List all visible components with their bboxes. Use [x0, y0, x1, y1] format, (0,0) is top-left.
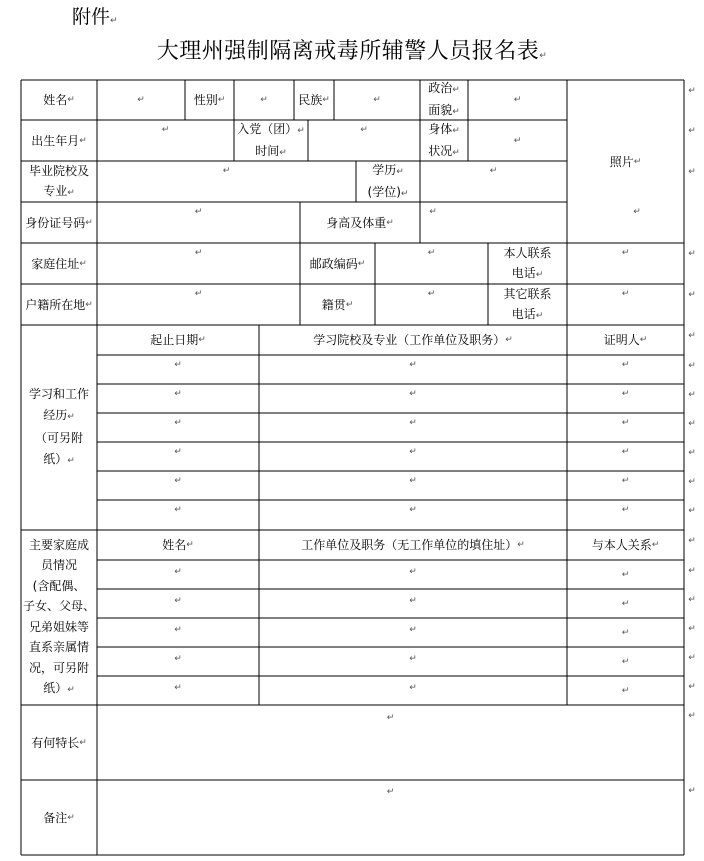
family-row-4-employer[interactable]: ↵ [409, 654, 417, 664]
label-education: 学历↵ (学位)↵ [367, 162, 409, 199]
row-end-mark-8: ↵ [688, 361, 696, 371]
label-health: 身体↵ 状况↵ [428, 121, 460, 158]
input-party-time[interactable]: ↵ [360, 125, 368, 135]
history-row-4-dates[interactable]: ↵ [174, 447, 182, 457]
label-contact-phone: 本人联系 电话↵ [503, 245, 552, 280]
row-end-mark-10: ↵ [688, 419, 696, 429]
label-other-contact: 其它联系 电话↵ [503, 286, 552, 321]
family-row-1-name[interactable]: ↵ [174, 567, 182, 577]
history-row-4-institution[interactable]: ↵ [409, 447, 417, 457]
history-row-1-institution[interactable]: ↵ [409, 360, 417, 370]
label-ethnicity: 民族 ↵ [298, 93, 330, 107]
row-end-mark-15: ↵ [688, 566, 696, 576]
family-row-2-employer[interactable]: ↵ [409, 596, 417, 606]
history-row-6-dates[interactable]: ↵ [174, 505, 182, 515]
history-header-institution: 学习院校及专业（工作单位及职务） ↵ [313, 333, 513, 347]
row-end-mark-5: ↵ [688, 249, 696, 259]
family-row-4-name[interactable]: ↵ [174, 654, 182, 664]
history-header-witness: 证明人 ↵ [603, 333, 648, 347]
family-row-3-employer[interactable]: ↵ [409, 625, 417, 635]
history-row-2-institution[interactable]: ↵ [409, 389, 417, 399]
history-row-1-dates[interactable]: ↵ [174, 360, 182, 370]
input-id-number[interactable]: ↵ [194, 207, 203, 217]
attachment-label: 附件↵ [72, 6, 118, 28]
history-row-3-institution[interactable]: ↵ [409, 418, 417, 428]
input-hukou[interactable]: ↵ [194, 289, 203, 299]
row-end-mark-2: ↵ [688, 126, 696, 136]
family-row-5-name[interactable]: ↵ [174, 683, 182, 693]
row-end-mark-7: ↵ [688, 331, 696, 341]
history-row-5-institution[interactable]: ↵ [409, 476, 417, 486]
family-row-5-relation[interactable]: ↵ [621, 685, 630, 696]
input-specialty[interactable]: ↵ [386, 713, 395, 723]
row-end-mark-12: ↵ [688, 477, 696, 487]
family-row-3-relation[interactable]: ↵ [621, 627, 630, 638]
row-end-mark-16: ↵ [688, 595, 696, 605]
input-postal-code[interactable]: ↵ [427, 248, 436, 258]
history-row-6-witness[interactable]: ↵ [621, 505, 630, 515]
history-row-5-witness[interactable]: ↵ [621, 476, 630, 486]
history-row-3-dates[interactable]: ↵ [174, 418, 182, 428]
label-name: 姓名 ↵ [43, 93, 75, 107]
row-end-mark-9: ↵ [688, 390, 696, 400]
row-end-mark-17: ↵ [688, 624, 696, 634]
family-row-5-employer[interactable]: ↵ [409, 683, 417, 693]
family-header-employer: 工作单位及职务（无工作单位的填住址） ↵ [301, 538, 525, 552]
history-row-1-witness[interactable]: ↵ [621, 360, 630, 370]
label-hukou: 户籍所在地 ↵ [25, 297, 93, 312]
row-end-mark-6: ↵ [688, 290, 696, 300]
label-gender: 性别 ↵ [193, 93, 226, 107]
input-other-contact[interactable]: ↵ [621, 289, 630, 299]
family-row-2-relation[interactable]: ↵ [621, 598, 630, 609]
label-id-number: 身份证号码 ↵ [25, 215, 93, 230]
input-birth[interactable]: ↵ [161, 125, 170, 135]
input-health[interactable]: ↵ [513, 135, 522, 146]
history-row-4-witness[interactable]: ↵ [621, 447, 630, 457]
label-birth: 出生年月 ↵ [31, 133, 87, 148]
history-row-5-dates[interactable]: ↵ [174, 476, 182, 486]
family-header-relation: 与本人关系 ↵ [591, 538, 660, 552]
row-end-mark-20: ↵ [688, 711, 696, 721]
input-remarks[interactable]: ↵ [386, 787, 395, 797]
label-remarks: 备注 ↵ [43, 810, 75, 825]
row-end-mark-1: ↵ [688, 86, 696, 96]
family-row-1-employer[interactable]: ↵ [409, 567, 417, 577]
family-row-1-relation[interactable]: ↵ [621, 569, 630, 580]
input-school[interactable]: ↵ [222, 166, 231, 176]
input-height-weight[interactable]: ↵ [429, 207, 437, 217]
input-name[interactable]: ↵ [137, 95, 145, 105]
row-end-mark-18: ↵ [688, 653, 696, 663]
row-end-mark-13: ↵ [688, 506, 696, 516]
label-home-address: 家庭住址 ↵ [31, 256, 87, 271]
label-history: 学习和工作 经历↵ （可另附 纸）↵ [28, 386, 89, 466]
history-header-dates: 起止日期 ↵ [150, 333, 206, 347]
label-political-status: 政治↵ 面貌↵ [428, 81, 460, 117]
label-native-place: 籍贯 ↵ [321, 297, 354, 312]
label-family: 主要家庭成 员情况 (含配偶、 子女、父母、 兄弟姐妹等 直系亲属情 况，可另附 纸）↵ [22, 537, 95, 695]
input-contact-phone[interactable]: ↵ [621, 248, 630, 258]
row-end-mark-3: ↵ [688, 167, 696, 177]
form-title: 大理州强制隔离戒毒所辅警人员报名表↵ [156, 39, 548, 64]
history-row-6-institution[interactable]: ↵ [409, 505, 417, 515]
label-specialty: 有何特长 ↵ [31, 735, 87, 750]
row4-end-mark: ↵ [633, 207, 641, 217]
input-gender[interactable]: ↵ [260, 95, 268, 105]
family-header-name: 姓名 ↵ [162, 538, 194, 552]
input-home-address[interactable]: ↵ [194, 248, 203, 258]
row-end-mark-21: ↵ [688, 786, 696, 796]
history-row-2-dates[interactable]: ↵ [174, 389, 182, 399]
family-row-3-name[interactable]: ↵ [174, 625, 182, 635]
label-height-weight: 身高及体重 ↵ [326, 215, 394, 230]
label-school: 毕业院校及 专业↵ [28, 163, 89, 198]
input-political-status[interactable]: ↵ [513, 95, 522, 105]
row-end-mark-14: ↵ [688, 536, 696, 546]
input-ethnicity[interactable]: ↵ [373, 95, 381, 105]
family-row-4-relation[interactable]: ↵ [621, 656, 630, 667]
label-postal-code: 邮政编码 ↵ [309, 256, 366, 271]
photo-area: 照片 ↵ [609, 154, 642, 169]
input-education[interactable]: ↵ [489, 166, 498, 176]
row-end-mark-19: ↵ [688, 682, 696, 692]
input-native-place[interactable]: ↵ [427, 289, 436, 299]
family-row-2-name[interactable]: ↵ [174, 596, 182, 606]
row-end-mark-11: ↵ [688, 448, 696, 458]
history-row-2-witness[interactable]: ↵ [621, 389, 630, 399]
history-row-3-witness[interactable]: ↵ [621, 418, 630, 428]
label-party-time: 入党（团）↵ 时间↵ [237, 121, 305, 158]
